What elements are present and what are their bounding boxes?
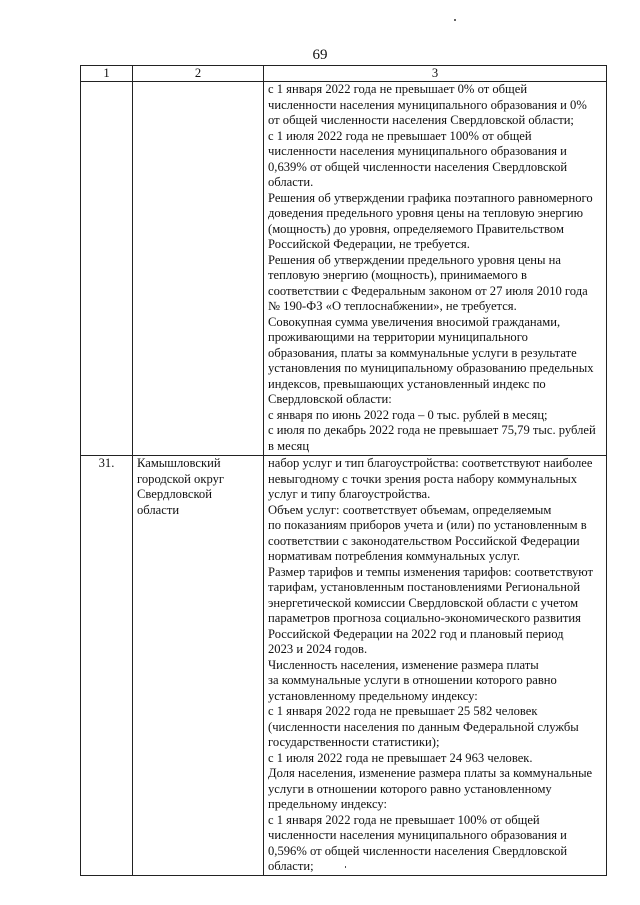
municipality-cell (133, 456, 264, 876)
municipality-cell (133, 82, 264, 456)
scan-speck (345, 866, 346, 868)
row-number-cell: 31. (81, 456, 133, 876)
text-line: с 1 июля 2022 года не превышает 100% от общей (268, 128, 532, 143)
text-line: Свердловской области: (268, 392, 392, 406)
text-line: (мощность) до уровня, определяемого Правительством (268, 221, 564, 236)
scan-speck (454, 19, 456, 21)
text-line: с 1 июля 2022 года не превышает 24 963 человек. (268, 750, 533, 765)
text-line: численности населения муниципального образования и (268, 828, 567, 842)
text-line: численности населения муниципального образования и 0% (268, 97, 587, 112)
text-line: проживающими на территории муниципального (268, 330, 528, 344)
column-header: 1 (81, 66, 133, 82)
text-line: соответствии с Федеральным законом от 27 июля 2010 года (268, 283, 588, 298)
text-line: 0,596% от общей численности населения Свердловской (268, 843, 568, 858)
text-line: установленному предельному индексу: (268, 688, 478, 703)
text-line: № 190-ФЗ «О теплоснабжении», не требуется. (268, 299, 517, 313)
text-line: области. (268, 175, 314, 189)
document-table (80, 65, 607, 876)
text-line: Совокупная сумма увеличения вносимой гражданами, (268, 314, 561, 329)
text-line: по показаниям приборов учета и (или) по установленным в (268, 518, 587, 532)
municipality-line: области (137, 502, 180, 517)
text-line: от общей численности населения Свердловской области; (268, 113, 574, 127)
table-header-row (81, 66, 607, 82)
text-line: доведения предельного уровня цены на тепловую энергию (268, 206, 584, 220)
text-line: параметров прогноза социально-экономического развития (268, 611, 581, 625)
text-line: индексов, превышающих установленный индекс по (268, 376, 546, 391)
text-line: 0,639% от общей численности населения Свердловской (268, 159, 568, 174)
table-row (81, 82, 607, 456)
text-line: (численности населения по данным Федеральной службы (268, 719, 579, 734)
text-line: с 1 января 2022 года не превышает 0% от общей (268, 82, 528, 96)
text-line: тепловую энергию (мощность), принимаемого в (268, 268, 527, 282)
municipality-line: городской округ (137, 471, 225, 486)
text-line: государственности статистики); (268, 735, 440, 749)
row-number-cell (81, 82, 133, 456)
text-line: набор услуг и тип благоустройства: соответствуют наиболее (268, 456, 593, 470)
text-line: установления по муниципальному образованию предельных (268, 361, 594, 375)
column-header: 2 (133, 66, 264, 82)
page-number: 69 (312, 47, 328, 63)
table-row (81, 456, 607, 876)
text-line: с января по июнь 2022 года – 0 тыс. рублей в месяц; (268, 407, 548, 422)
description-cell (264, 82, 607, 456)
text-line: с июля по декабрь 2022 года не превышает 75,79 тыс. рублей (268, 423, 596, 437)
text-line: Объем услуг: соответствует объемам, определяемым (268, 502, 552, 517)
text-line: за коммунальные услуги в отношении которого равно (268, 673, 557, 687)
text-line: Численность населения, изменение размера платы (268, 657, 539, 672)
text-line: Российской Федерации, не требуется. (268, 237, 470, 251)
text-line: Российской Федерации на 2022 год и плановый период (268, 626, 564, 641)
text-line: соответствии с законодательством Российской Федерации (268, 533, 580, 548)
text-line: предельному индексу: (268, 797, 388, 811)
text-line: нормативам потребления коммунальных услуг. (268, 549, 521, 563)
description-cell (264, 456, 607, 876)
text-line: услуг и типу благоустройства. (268, 487, 431, 501)
text-line: Доля населения, изменение размера платы за коммунальные (268, 766, 593, 780)
text-line: с 1 января 2022 года не превышает 100% от общей (268, 812, 540, 827)
text-line: образования, платы за коммунальные услуги в результате (268, 345, 577, 360)
text-line: с 1 января 2022 года не превышает 25 582 человек (268, 704, 538, 718)
text-line: численности населения муниципального образования и (268, 144, 567, 158)
text-line: невыгодному с точки зрения роста набору коммунальных (268, 471, 578, 486)
municipality-line: Свердловской (137, 487, 212, 501)
text-line: энергетической комиссии Свердловской области с учетом (268, 595, 579, 610)
column-header: 3 (264, 66, 607, 82)
text-line: Решения об утверждении предельного уровня цены на (268, 252, 561, 267)
municipality-line: Камышловский (137, 456, 221, 470)
text-line: 2023 и 2024 годов. (268, 642, 368, 656)
text-line: Размер тарифов и темпы изменения тарифов: соответствуют (268, 564, 594, 579)
text-line: тарифам, установленным постановлениями Региональной (268, 580, 581, 594)
text-line: области; (268, 859, 314, 873)
text-line: в месяц (268, 438, 310, 453)
text-line: Решения об утверждении графика поэтапного равномерного (268, 190, 593, 205)
text-line: услуги в отношении которого равно установленному (268, 781, 552, 796)
